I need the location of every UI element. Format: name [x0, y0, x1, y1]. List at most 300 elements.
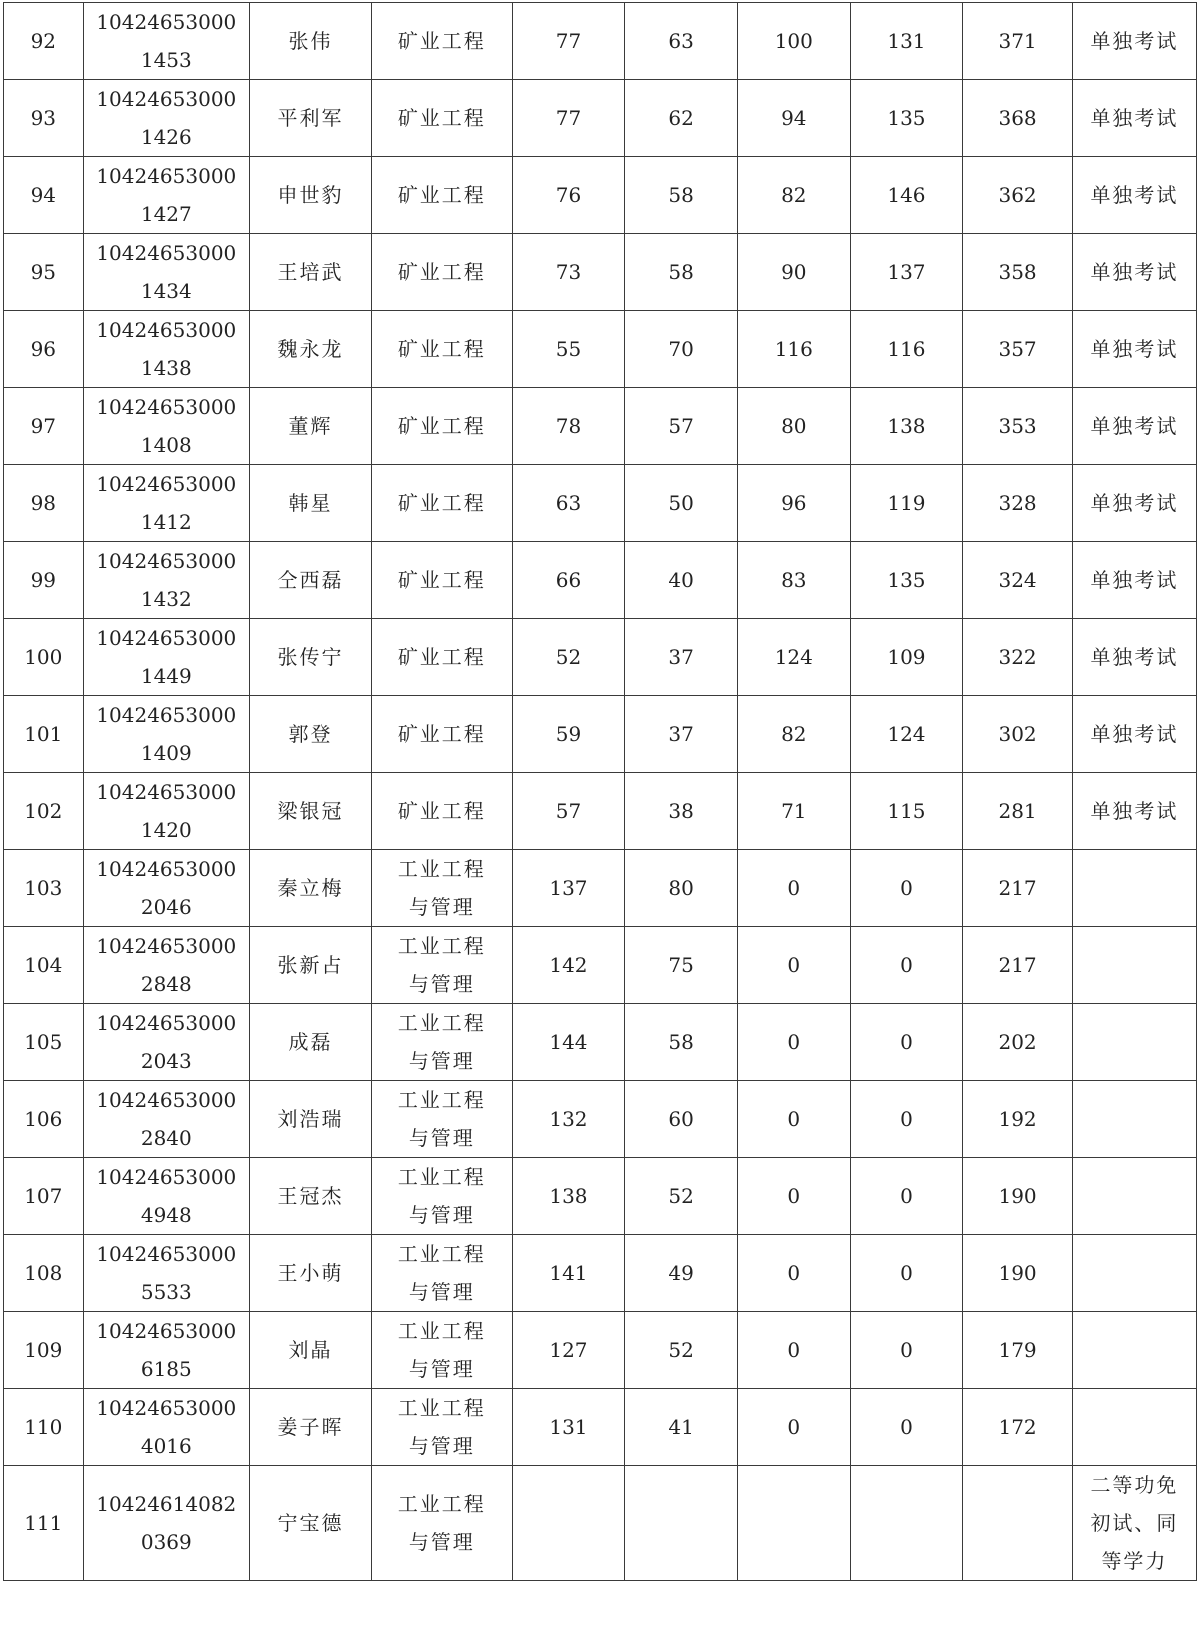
name-cell — [250, 465, 372, 542]
score-english-cell — [625, 773, 738, 850]
major-cell-text: 矿业工程 — [397, 260, 486, 284]
row-number-cell-text: 100 — [24, 645, 63, 669]
row-number-cell — [4, 465, 84, 542]
candidate-id-cell-text: 2046 — [140, 895, 192, 919]
table-row — [4, 80, 1197, 157]
row-number-cell — [4, 542, 84, 619]
row-number-cell — [4, 1466, 84, 1581]
major-cell-text: 与管理 — [408, 1280, 475, 1304]
total-score-cell — [963, 619, 1073, 696]
name-cell-text: 张传宁 — [277, 645, 344, 669]
major-cell-text: 工业工程 — [397, 1165, 486, 1189]
score-english-cell-text: 38 — [668, 799, 694, 823]
major-cell — [372, 1004, 513, 1081]
candidate-id-cell-text: 6185 — [140, 1357, 192, 1381]
score-politics-cell — [512, 696, 625, 773]
score-course2-cell — [850, 1081, 963, 1158]
score-politics-cell-text: 127 — [549, 1338, 588, 1362]
candidate-id-cell-text: 1427 — [140, 202, 192, 226]
score-politics-cell — [512, 1081, 625, 1158]
candidate-id-cell — [83, 696, 249, 773]
candidate-id-cell-text: 10424653000 — [96, 1011, 237, 1035]
name-cell-text: 申世豹 — [277, 183, 344, 207]
table-row — [4, 1158, 1197, 1235]
name-cell — [250, 311, 372, 388]
score-course1-cell-text: 80 — [781, 414, 807, 438]
score-course2-cell — [850, 311, 963, 388]
score-course2-cell-text: 124 — [887, 722, 926, 746]
name-cell — [250, 927, 372, 1004]
score-politics-cell-text: 52 — [555, 645, 582, 669]
score-course2-cell-text: 109 — [887, 645, 926, 669]
major-cell-text: 工业工程 — [397, 1011, 486, 1035]
candidate-id-cell-text: 10424653000 — [96, 10, 237, 34]
score-course1-cell — [737, 388, 850, 465]
row-number-cell — [4, 619, 84, 696]
note-cell — [1072, 927, 1196, 1004]
score-politics-cell-text: 78 — [555, 414, 582, 438]
candidate-id-cell-text: 10424653000 — [96, 164, 237, 188]
score-course1-cell — [737, 1389, 850, 1466]
score-english-cell — [625, 80, 738, 157]
score-politics-cell — [512, 1389, 625, 1466]
total-score-cell — [963, 1081, 1073, 1158]
name-cell — [250, 388, 372, 465]
name-cell — [250, 1235, 372, 1312]
total-score-cell-text: 217 — [998, 953, 1037, 977]
candidate-id-cell — [83, 1004, 249, 1081]
row-number-cell-text: 93 — [30, 106, 57, 130]
note-cell — [1072, 1004, 1196, 1081]
score-politics-cell — [512, 388, 625, 465]
major-cell — [372, 1389, 513, 1466]
name-cell — [250, 696, 372, 773]
major-cell-text: 与管理 — [408, 972, 475, 996]
row-number-cell — [4, 1389, 84, 1466]
score-course1-cell — [737, 773, 850, 850]
name-cell-text: 梁银冠 — [277, 799, 344, 823]
total-score-cell-text: 358 — [998, 260, 1037, 284]
candidate-id-cell-text: 10424653000 — [96, 1319, 237, 1343]
score-politics-cell-text: 59 — [555, 722, 582, 746]
score-english-cell-text: 58 — [668, 260, 694, 284]
score-course1-cell-text: 0 — [787, 953, 801, 977]
candidate-id-cell — [83, 3, 249, 80]
total-score-cell-text: 302 — [998, 722, 1037, 746]
candidate-id-cell — [83, 773, 249, 850]
score-english-cell — [625, 696, 738, 773]
total-score-cell — [963, 1466, 1073, 1581]
row-number-cell — [4, 311, 84, 388]
score-course2-cell-text: 146 — [887, 183, 926, 207]
table-row — [4, 850, 1197, 927]
candidate-id-cell-text: 10424653000 — [96, 241, 237, 265]
table-body — [4, 3, 1197, 1581]
row-number-cell — [4, 773, 84, 850]
name-cell — [250, 1466, 372, 1581]
row-number-cell-text: 105 — [24, 1030, 63, 1054]
score-politics-cell-text: 77 — [555, 29, 582, 53]
score-course1-cell — [737, 1158, 850, 1235]
score-english-cell — [625, 1158, 738, 1235]
row-number-cell — [4, 234, 84, 311]
name-cell — [250, 1081, 372, 1158]
score-english-cell-text: 62 — [668, 106, 694, 130]
major-cell-text: 矿业工程 — [397, 106, 486, 130]
score-course2-cell-text: 119 — [887, 491, 926, 515]
total-score-cell — [963, 542, 1073, 619]
row-number-cell-text: 102 — [24, 799, 63, 823]
score-course1-cell — [737, 1081, 850, 1158]
candidate-id-cell-text: 10424653000 — [96, 703, 237, 727]
total-score-cell-text: 281 — [998, 799, 1037, 823]
candidate-id-cell-text: 10424653000 — [96, 318, 237, 342]
candidate-id-cell-text: 10424653000 — [96, 1242, 237, 1266]
score-course1-cell — [737, 1235, 850, 1312]
table-row — [4, 773, 1197, 850]
row-number-cell — [4, 1312, 84, 1389]
score-politics-cell-text: 138 — [549, 1184, 588, 1208]
major-cell — [372, 1466, 513, 1581]
note-cell — [1072, 1312, 1196, 1389]
candidate-id-cell — [83, 1235, 249, 1312]
score-course2-cell — [850, 619, 963, 696]
candidate-id-cell-text: 1434 — [140, 279, 192, 303]
score-course2-cell — [850, 3, 963, 80]
score-course2-cell-text: 138 — [887, 414, 926, 438]
row-number-cell — [4, 850, 84, 927]
score-course2-cell — [850, 1235, 963, 1312]
candidate-id-cell-text: 1408 — [140, 433, 192, 457]
note-cell-text: 单独考试 — [1090, 29, 1179, 53]
score-politics-cell — [512, 465, 625, 542]
major-cell-text: 矿业工程 — [397, 414, 486, 438]
row-number-cell — [4, 1081, 84, 1158]
row-number-cell-text: 108 — [24, 1261, 63, 1285]
major-cell-text: 工业工程 — [397, 857, 486, 881]
candidate-id-cell-text: 10424653000 — [96, 934, 237, 958]
candidate-id-cell-text: 1453 — [140, 48, 192, 72]
note-cell — [1072, 465, 1196, 542]
note-cell-text: 单独考试 — [1090, 337, 1179, 361]
score-course1-cell — [737, 465, 850, 542]
total-score-cell — [963, 157, 1073, 234]
candidate-id-cell-text: 1420 — [140, 818, 192, 842]
major-cell-text: 与管理 — [408, 1203, 475, 1227]
score-politics-cell — [512, 1158, 625, 1235]
score-politics-cell-text: 63 — [555, 491, 582, 515]
score-course1-cell-text: 116 — [774, 337, 813, 361]
score-course1-cell-text: 0 — [787, 1338, 801, 1362]
score-course1-cell — [737, 542, 850, 619]
table-row — [4, 465, 1197, 542]
major-cell — [372, 157, 513, 234]
score-politics-cell — [512, 234, 625, 311]
candidate-id-cell — [83, 1081, 249, 1158]
note-cell — [1072, 311, 1196, 388]
score-course2-cell — [850, 234, 963, 311]
note-cell-text: 单独考试 — [1090, 799, 1179, 823]
score-course2-cell — [850, 1004, 963, 1081]
note-cell — [1072, 773, 1196, 850]
score-politics-cell — [512, 1312, 625, 1389]
name-cell-text: 姜子晖 — [277, 1415, 344, 1439]
candidate-id-cell-text: 10424614082 — [96, 1492, 237, 1516]
row-number-cell-text: 92 — [30, 29, 57, 53]
total-score-cell-text: 368 — [998, 106, 1037, 130]
table-row — [4, 542, 1197, 619]
total-score-cell-text: 353 — [998, 414, 1037, 438]
name-cell-text: 张伟 — [288, 29, 333, 53]
major-cell — [372, 388, 513, 465]
major-cell-text: 工业工程 — [397, 1319, 486, 1343]
total-score-cell — [963, 850, 1073, 927]
score-course2-cell — [850, 388, 963, 465]
table-row — [4, 619, 1197, 696]
score-course2-cell — [850, 542, 963, 619]
score-politics-cell — [512, 1004, 625, 1081]
note-cell-text: 单独考试 — [1090, 568, 1179, 592]
candidate-id-cell-text: 10424653000 — [96, 472, 237, 496]
score-course1-cell-text: 0 — [787, 876, 801, 900]
candidate-id-cell-text: 1438 — [140, 356, 192, 380]
candidate-id-cell-text: 10424653000 — [96, 1165, 237, 1189]
score-course1-cell — [737, 80, 850, 157]
score-english-cell-text: 49 — [668, 1261, 694, 1285]
note-cell-text: 初试、同 — [1090, 1511, 1179, 1535]
score-english-cell-text: 37 — [668, 645, 694, 669]
name-cell-text: 王培武 — [277, 260, 344, 284]
note-cell-text: 单独考试 — [1090, 183, 1179, 207]
score-english-cell-text: 41 — [668, 1415, 694, 1439]
candidate-id-cell-text: 1426 — [140, 125, 192, 149]
major-cell-text: 与管理 — [408, 1530, 475, 1554]
score-course1-cell-text: 0 — [787, 1184, 801, 1208]
row-number-cell-text: 107 — [24, 1184, 63, 1208]
score-course2-cell-text: 131 — [887, 29, 926, 53]
total-score-cell — [963, 696, 1073, 773]
major-cell-text: 矿业工程 — [397, 183, 486, 207]
major-cell-text: 工业工程 — [397, 934, 486, 958]
score-english-cell-text: 75 — [668, 953, 694, 977]
name-cell — [250, 1158, 372, 1235]
major-cell — [372, 234, 513, 311]
row-number-cell — [4, 1158, 84, 1235]
name-cell-text: 刘浩瑞 — [277, 1107, 344, 1131]
table-row — [4, 1466, 1197, 1581]
score-course1-cell-text: 124 — [774, 645, 813, 669]
row-number-cell-text: 110 — [24, 1415, 63, 1439]
score-course2-cell-text: 135 — [887, 106, 926, 130]
name-cell — [250, 773, 372, 850]
row-number-cell-text: 101 — [24, 722, 63, 746]
score-course1-cell-text: 0 — [787, 1107, 801, 1131]
candidate-id-cell-text: 4016 — [140, 1434, 192, 1458]
major-cell-text: 与管理 — [408, 1126, 475, 1150]
note-cell — [1072, 619, 1196, 696]
table-row — [4, 234, 1197, 311]
score-course2-cell — [850, 1389, 963, 1466]
score-course1-cell — [737, 157, 850, 234]
name-cell-text: 刘晶 — [288, 1338, 333, 1362]
row-number-cell-text: 94 — [30, 183, 57, 207]
row-number-cell-text: 104 — [24, 953, 63, 977]
note-cell-text: 单独考试 — [1090, 414, 1179, 438]
score-politics-cell-text: 142 — [549, 953, 588, 977]
major-cell-text: 工业工程 — [397, 1242, 486, 1266]
note-cell — [1072, 1235, 1196, 1312]
score-course2-cell-text: 137 — [887, 260, 926, 284]
major-cell — [372, 311, 513, 388]
score-english-cell-text: 80 — [668, 876, 694, 900]
table-row — [4, 696, 1197, 773]
candidate-id-cell-text: 10424653000 — [96, 87, 237, 111]
candidate-id-cell — [83, 1312, 249, 1389]
candidate-id-cell-text: 5533 — [140, 1280, 192, 1304]
score-course2-cell — [850, 80, 963, 157]
major-cell-text: 矿业工程 — [397, 29, 486, 53]
candidate-id-cell — [83, 465, 249, 542]
table-row — [4, 1389, 1197, 1466]
row-number-cell — [4, 696, 84, 773]
total-score-cell — [963, 80, 1073, 157]
score-english-cell — [625, 311, 738, 388]
name-cell — [250, 157, 372, 234]
name-cell — [250, 619, 372, 696]
score-english-cell — [625, 850, 738, 927]
total-score-cell-text: 190 — [998, 1184, 1037, 1208]
name-cell — [250, 234, 372, 311]
score-politics-cell-text: 131 — [549, 1415, 588, 1439]
candidate-id-cell-text: 10424653000 — [96, 780, 237, 804]
name-cell-text: 王冠杰 — [277, 1184, 344, 1208]
candidate-id-cell — [83, 80, 249, 157]
major-cell — [372, 773, 513, 850]
total-score-cell-text: 324 — [998, 568, 1037, 592]
row-number-cell-text: 96 — [30, 337, 57, 361]
candidate-id-cell-text: 10424653000 — [96, 626, 237, 650]
score-course2-cell — [850, 1466, 963, 1581]
total-score-cell — [963, 773, 1073, 850]
score-course1-cell-text: 100 — [774, 29, 813, 53]
name-cell — [250, 1389, 372, 1466]
row-number-cell-text: 97 — [30, 414, 57, 438]
total-score-cell — [963, 311, 1073, 388]
score-english-cell — [625, 1466, 738, 1581]
row-number-cell-text: 99 — [30, 568, 57, 592]
score-course2-cell-text: 0 — [900, 1184, 913, 1208]
note-cell — [1072, 157, 1196, 234]
score-course1-cell-text: 0 — [787, 1030, 801, 1054]
score-politics-cell — [512, 80, 625, 157]
score-course1-cell — [737, 311, 850, 388]
score-english-cell-text: 58 — [668, 1030, 694, 1054]
major-cell-text: 矿业工程 — [397, 491, 486, 515]
total-score-cell-text: 179 — [998, 1338, 1037, 1362]
name-cell-text: 平利军 — [277, 106, 344, 130]
total-score-cell-text: 328 — [998, 491, 1037, 515]
candidate-id-cell — [83, 1158, 249, 1235]
major-cell — [372, 1158, 513, 1235]
note-cell-text: 单独考试 — [1090, 106, 1179, 130]
major-cell-text: 工业工程 — [397, 1088, 486, 1112]
total-score-cell-text: 192 — [998, 1107, 1037, 1131]
score-english-cell-text: 37 — [668, 722, 694, 746]
score-english-cell-text: 70 — [668, 337, 694, 361]
note-cell-text: 二等功免 — [1090, 1473, 1179, 1497]
candidate-id-cell-text: 1432 — [140, 587, 192, 611]
name-cell-text: 成磊 — [288, 1030, 333, 1054]
row-number-cell — [4, 927, 84, 1004]
total-score-cell — [963, 3, 1073, 80]
major-cell — [372, 927, 513, 1004]
score-english-cell-text: 40 — [668, 568, 694, 592]
major-cell-text: 矿业工程 — [397, 799, 486, 823]
score-course2-cell — [850, 927, 963, 1004]
name-cell — [250, 1312, 372, 1389]
score-english-cell — [625, 1389, 738, 1466]
score-course2-cell — [850, 465, 963, 542]
score-table — [3, 2, 1197, 1581]
major-cell-text: 与管理 — [408, 1049, 475, 1073]
score-course1-cell-text: 90 — [781, 260, 807, 284]
score-politics-cell — [512, 157, 625, 234]
score-english-cell — [625, 234, 738, 311]
total-score-cell — [963, 1158, 1073, 1235]
score-course1-cell — [737, 850, 850, 927]
candidate-id-cell-text: 10424653000 — [96, 395, 237, 419]
score-course2-cell — [850, 696, 963, 773]
major-cell-text: 矿业工程 — [397, 645, 486, 669]
table-row — [4, 388, 1197, 465]
score-course1-cell — [737, 1466, 850, 1581]
score-politics-cell — [512, 850, 625, 927]
candidate-id-cell — [83, 311, 249, 388]
note-cell — [1072, 542, 1196, 619]
total-score-cell-text: 357 — [998, 337, 1037, 361]
total-score-cell-text: 362 — [998, 183, 1037, 207]
score-english-cell — [625, 619, 738, 696]
score-english-cell — [625, 157, 738, 234]
candidate-id-cell-text: 10424653000 — [96, 857, 237, 881]
candidate-id-cell-text: 1412 — [140, 510, 192, 534]
score-course1-cell-text: 0 — [787, 1261, 801, 1285]
score-politics-cell — [512, 3, 625, 80]
row-number-cell — [4, 80, 84, 157]
major-cell-text: 工业工程 — [397, 1492, 486, 1516]
note-cell-text: 单独考试 — [1090, 491, 1179, 515]
total-score-cell — [963, 927, 1073, 1004]
row-number-cell-text: 103 — [24, 876, 63, 900]
name-cell — [250, 542, 372, 619]
table-row — [4, 1081, 1197, 1158]
table-row — [4, 1312, 1197, 1389]
score-politics-cell — [512, 542, 625, 619]
major-cell — [372, 3, 513, 80]
name-cell — [250, 850, 372, 927]
candidate-id-cell — [83, 1389, 249, 1466]
score-course1-cell — [737, 234, 850, 311]
score-course2-cell-text: 0 — [900, 876, 913, 900]
row-number-cell-text: 111 — [24, 1511, 63, 1535]
score-english-cell-text: 57 — [668, 414, 694, 438]
score-politics-cell-text: 137 — [549, 876, 588, 900]
table-row — [4, 311, 1197, 388]
score-english-cell — [625, 542, 738, 619]
score-course2-cell-text: 0 — [900, 1107, 913, 1131]
score-english-cell-text: 63 — [668, 29, 694, 53]
table-row — [4, 1235, 1197, 1312]
